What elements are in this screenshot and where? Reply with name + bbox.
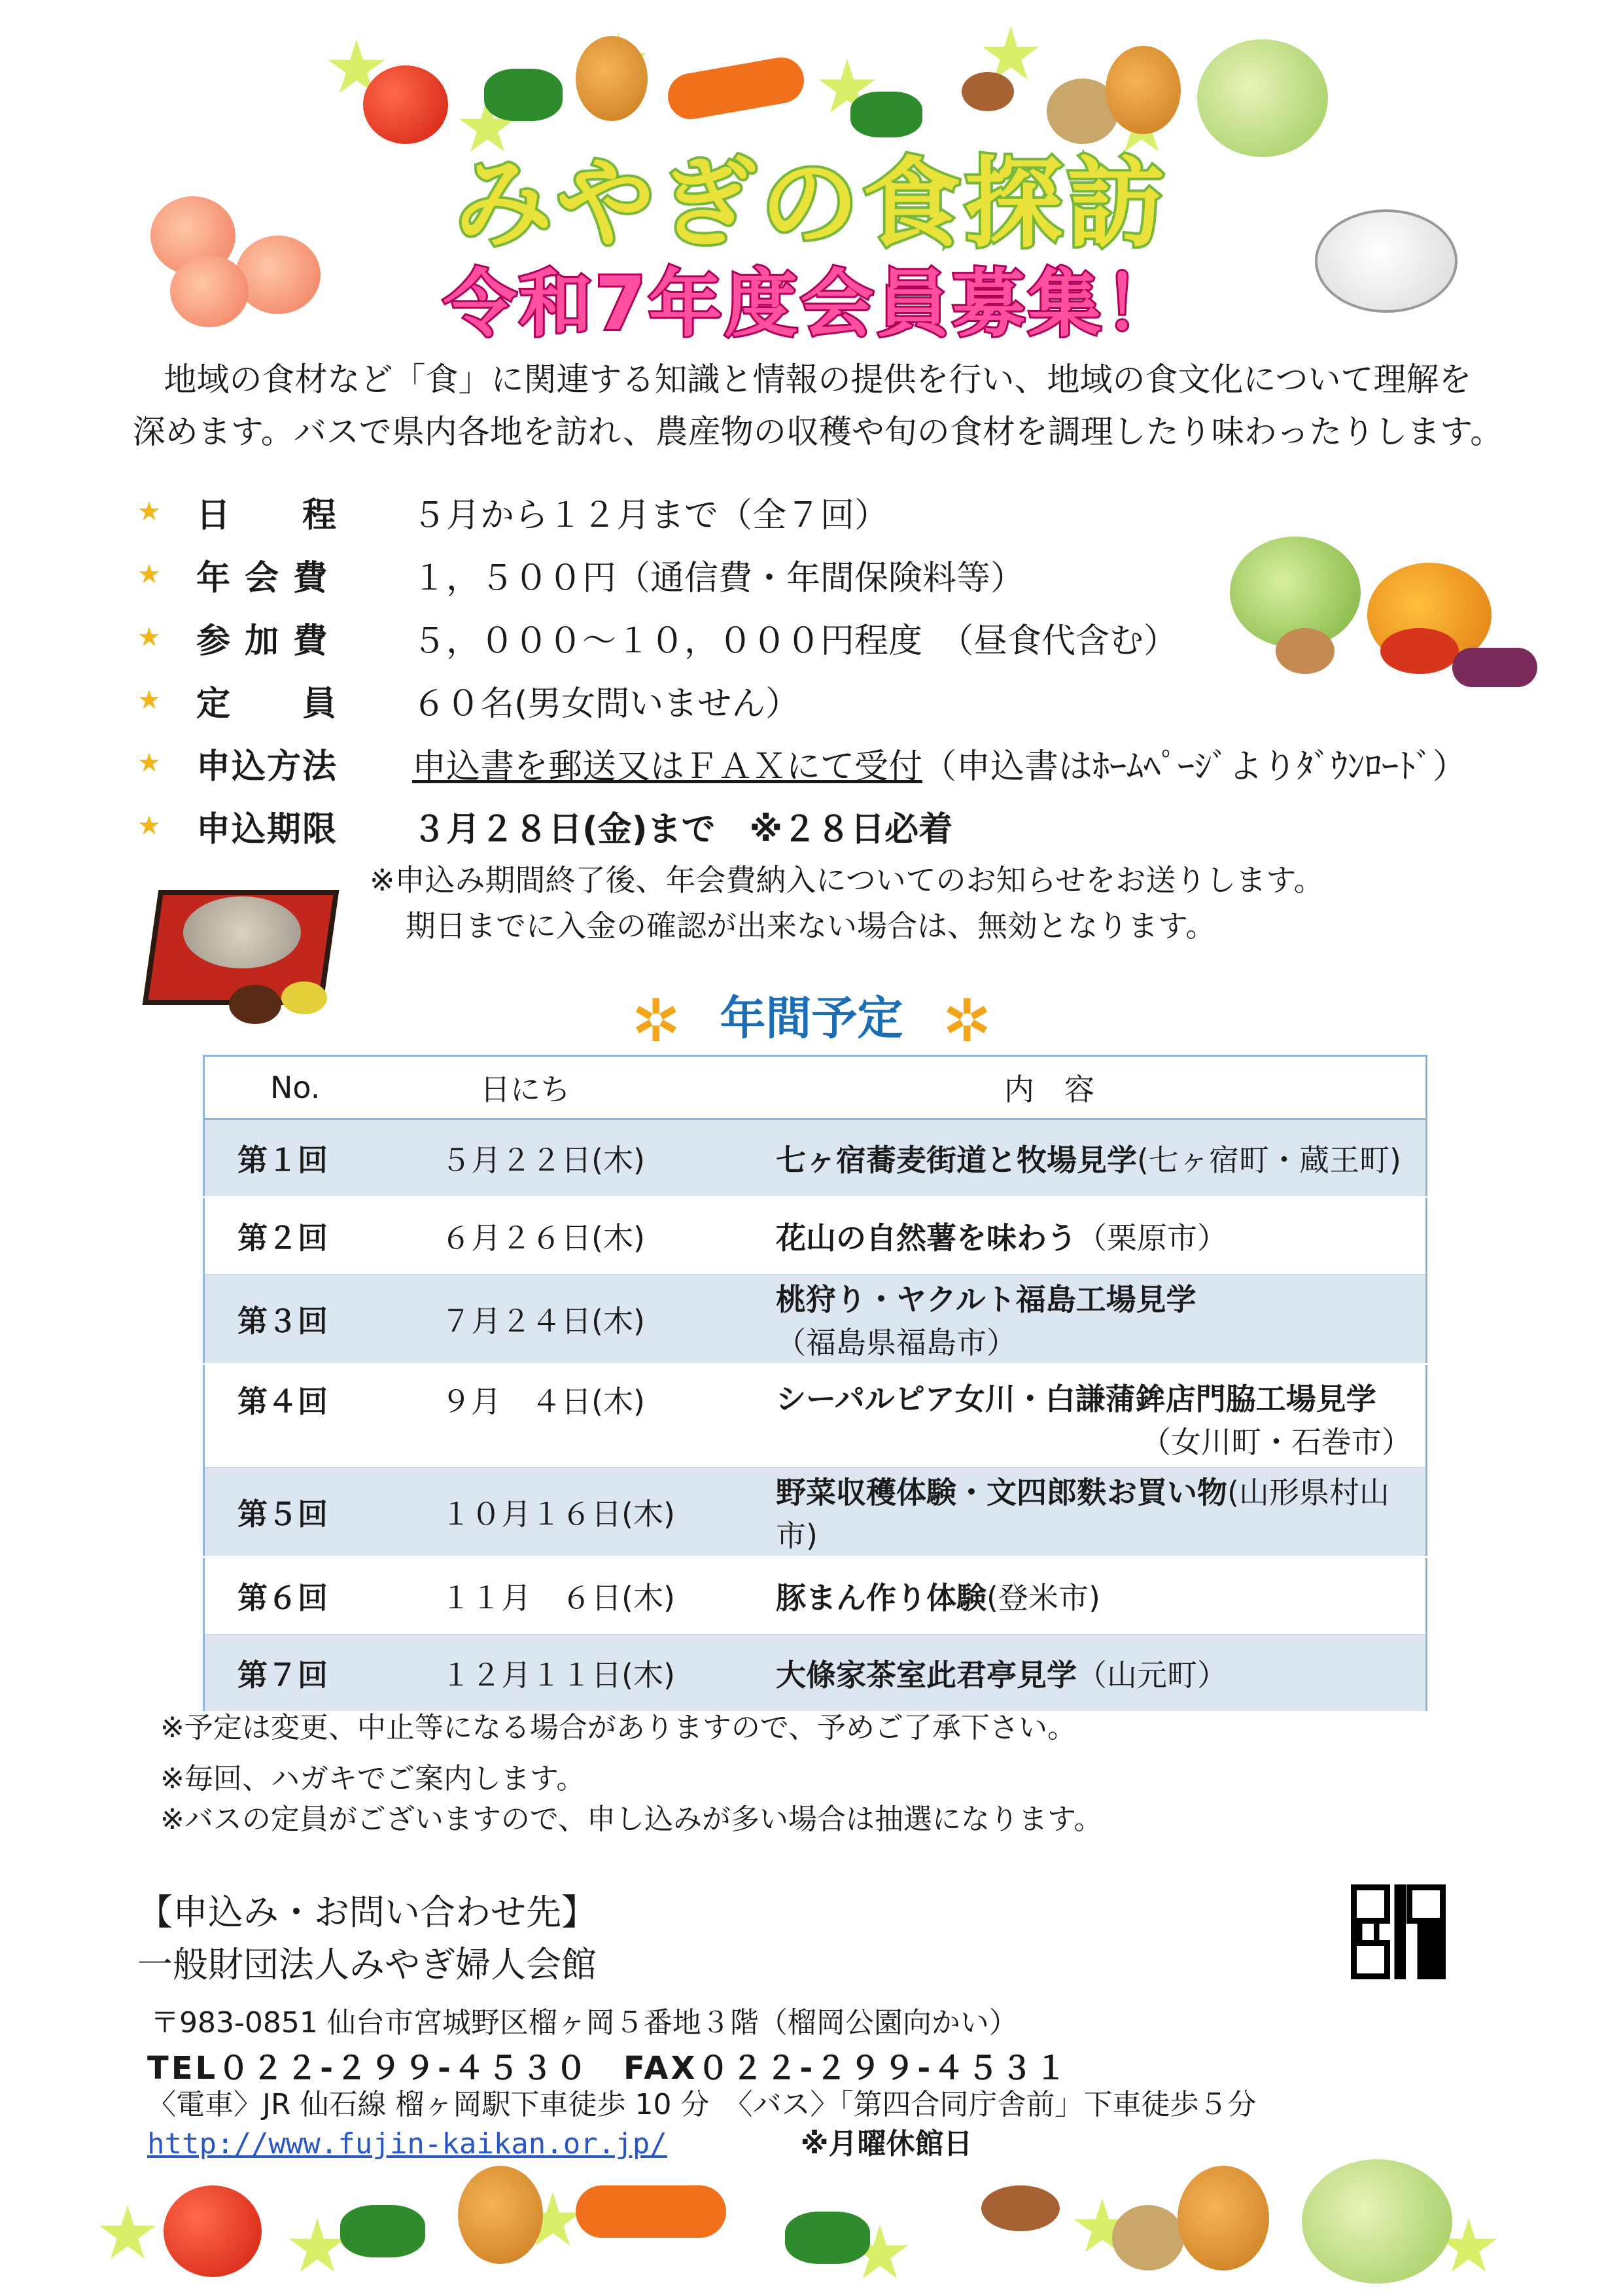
info-value-underlined: 申込書を郵送又はＦＡＸにて受付 (412, 747, 923, 786)
cell-no: 第１回 (204, 1120, 422, 1197)
cell-no: 第６回 (204, 1557, 422, 1635)
column-header-date: 日にち (421, 1056, 775, 1120)
table-row (204, 1197, 1427, 1275)
cell-date: ６月２６日(木) (421, 1197, 775, 1275)
note-3: ※バスの定員がございますので、申し込みが多い場合は抽選になります。 (160, 1803, 1103, 1836)
contact-org: 一般財団法人みやぎ婦人会館 (137, 1944, 597, 1985)
info-row-capacity (137, 674, 799, 726)
schedule-heading (0, 981, 1623, 1055)
onion-icon (1106, 46, 1181, 134)
info-value: ５，０００～１０，０００円程度 （昼食代含む） (412, 621, 1178, 661)
info-row-application-method (137, 737, 1467, 789)
star-icon: ★ (137, 622, 161, 652)
deadline-note-2: 期日までに入金の確認が出来ない場合は、無効となります。 (406, 908, 1216, 944)
event-location: （山元町） (1077, 1657, 1227, 1693)
event-location: (登米市) (986, 1580, 1100, 1616)
info-row-deadline (137, 800, 952, 852)
info-row-participation-fee (137, 611, 1178, 663)
closed-day-note: ※月曜休館日 (800, 2127, 973, 2161)
cell-date: ９月 ４日(木) (421, 1364, 775, 1468)
page-subtitle: 令和7年度会員募集！ (443, 262, 1180, 347)
cell-content (775, 1557, 1427, 1635)
note-1: ※予定は変更、中止等になる場合がありますので、予めご了承下さい。 (160, 1711, 1076, 1744)
info-value: ３月２８日(金)まで ※２８日必着 (412, 809, 953, 849)
cell-no: 第５回 (204, 1468, 422, 1557)
event-name: シーパルピア女川・白謙蒲鉾店門脇工場見学 (776, 1381, 1376, 1417)
table-row (204, 1275, 1427, 1364)
info-label: 日 程 (196, 495, 338, 535)
event-location: (七ヶ宿町・蔵王町) (1137, 1142, 1401, 1178)
cell-no: 第３回 (204, 1275, 422, 1364)
cell-date: ５月２２日(木) (421, 1120, 775, 1197)
info-label: 定 員 (196, 684, 338, 724)
column-header-content: 内 容 (775, 1056, 1427, 1120)
intro-line-2: 深めます。バスで県内各地を訪れ、農産物の収穫や旬の食材を調理したり味わったりします。 (132, 413, 1503, 451)
event-name: 野菜収穫体験・文四郎麩お買い物 (776, 1475, 1227, 1510)
carrot-icon (665, 54, 808, 122)
info-label: 参 加 費 (196, 621, 329, 661)
cell-content (775, 1364, 1427, 1468)
event-location: (山形県村山市) (776, 1475, 1389, 1553)
asterisk-icon: ✲ (631, 987, 681, 1056)
table-row (204, 1634, 1427, 1712)
info-value: １，５００円（通信費・年間保険料等） (412, 558, 1025, 598)
intro-text (92, 353, 1544, 458)
table-row (204, 1557, 1427, 1635)
info-label: 年 会 費 (196, 558, 329, 598)
cell-content (775, 1468, 1427, 1557)
deadline-note-1: ※申込み期間終了後、年会費納入についてのお知らせをお送りします。 (370, 862, 1324, 898)
contact-address: 〒983-0851 仙台市宮城野区榴ヶ岡５番地３階（榴岡公園向かい） (150, 2006, 1018, 2040)
event-name: 桃狩り・ヤクルト福島工場見学 (776, 1282, 1196, 1317)
event-name: 豚まん作り体験 (776, 1580, 986, 1616)
event-name: 大條家茶室此君亭見学 (776, 1657, 1077, 1693)
star-icon: ★ (137, 497, 161, 527)
table-row (204, 1468, 1427, 1557)
contact-phone-fax: TEL０２２-２９９-４５３０ FAX０２２-２９９-４５３１ (147, 2050, 1070, 2087)
pepper-icon (484, 69, 563, 121)
mushroom-icon (962, 72, 1014, 111)
table-header-row (204, 1056, 1427, 1120)
cell-no: 第２回 (204, 1197, 422, 1275)
event-location: （栗原市） (1077, 1220, 1227, 1256)
schedule-heading-text: 年間予定 (720, 991, 903, 1045)
cell-content (775, 1197, 1427, 1275)
contact-website-row (147, 2120, 973, 2162)
info-value: ６０名(男女問いません） (412, 684, 800, 724)
table-row (204, 1120, 1427, 1197)
event-location: （福島県福島市） (776, 1325, 1017, 1360)
star-icon: ★ (137, 685, 161, 715)
cell-content (775, 1120, 1427, 1197)
cell-date: ７月２４日(木) (421, 1275, 775, 1364)
info-row-annual-fee (137, 548, 1024, 601)
info-row-schedule (137, 486, 888, 538)
cell-date: １２月１１日(木) (421, 1634, 775, 1712)
qr-code-icon (1351, 1884, 1446, 1979)
cell-no: 第４回 (204, 1364, 422, 1468)
intro-line-1: 地域の食材など「食」に関連する知識と情報の提供を行い、地域の食文化について理解を (164, 361, 1472, 398)
note-2: ※毎回、ハガキでご案内します。 (160, 1762, 585, 1795)
star-icon: ★ (137, 811, 161, 841)
info-label: 申込方法 (196, 747, 338, 786)
cell-content (775, 1634, 1427, 1712)
schedule-table (203, 1055, 1427, 1713)
star-icon: ★ (137, 559, 161, 590)
website-link[interactable]: http://www.fujin-kaikan.or.jp/ (147, 2127, 667, 2161)
event-name: 七ヶ宿蕎麦街道と牧場見学 (776, 1142, 1137, 1178)
event-location: （女川町・石巻市） (1141, 1424, 1412, 1460)
cell-content (775, 1275, 1427, 1364)
onion-icon (576, 36, 648, 121)
asterisk-icon: ✲ (942, 987, 992, 1056)
info-label: 申込期限 (196, 809, 338, 849)
info-value: （申込書はﾎｰﾑﾍﾟｰｼﾞよりﾀﾞｳﾝﾛｰﾄﾞ） (922, 747, 1467, 786)
star-icon: ★ (137, 748, 161, 778)
contact-heading: 【申込み・お問い合わせ先】 (137, 1892, 597, 1933)
cell-date: １１月 ６日(木) (421, 1557, 775, 1635)
info-value: ５月から１２月まで（全７回） (412, 495, 889, 535)
page-title: みやぎの食探訪 (454, 147, 1169, 261)
table-row (204, 1364, 1427, 1468)
contact-access: 〈電車〉JR 仙石線 榴ヶ岡駅下車徒歩 10 分 〈バス〉「第四合同庁舎前」下車徒歩５分 (147, 2088, 1257, 2121)
event-name: 花山の自然薯を味わう (776, 1220, 1077, 1256)
cell-date: １０月１６日(木) (421, 1468, 775, 1557)
cell-no: 第７回 (204, 1634, 422, 1712)
column-header-no: No. (204, 1056, 422, 1120)
